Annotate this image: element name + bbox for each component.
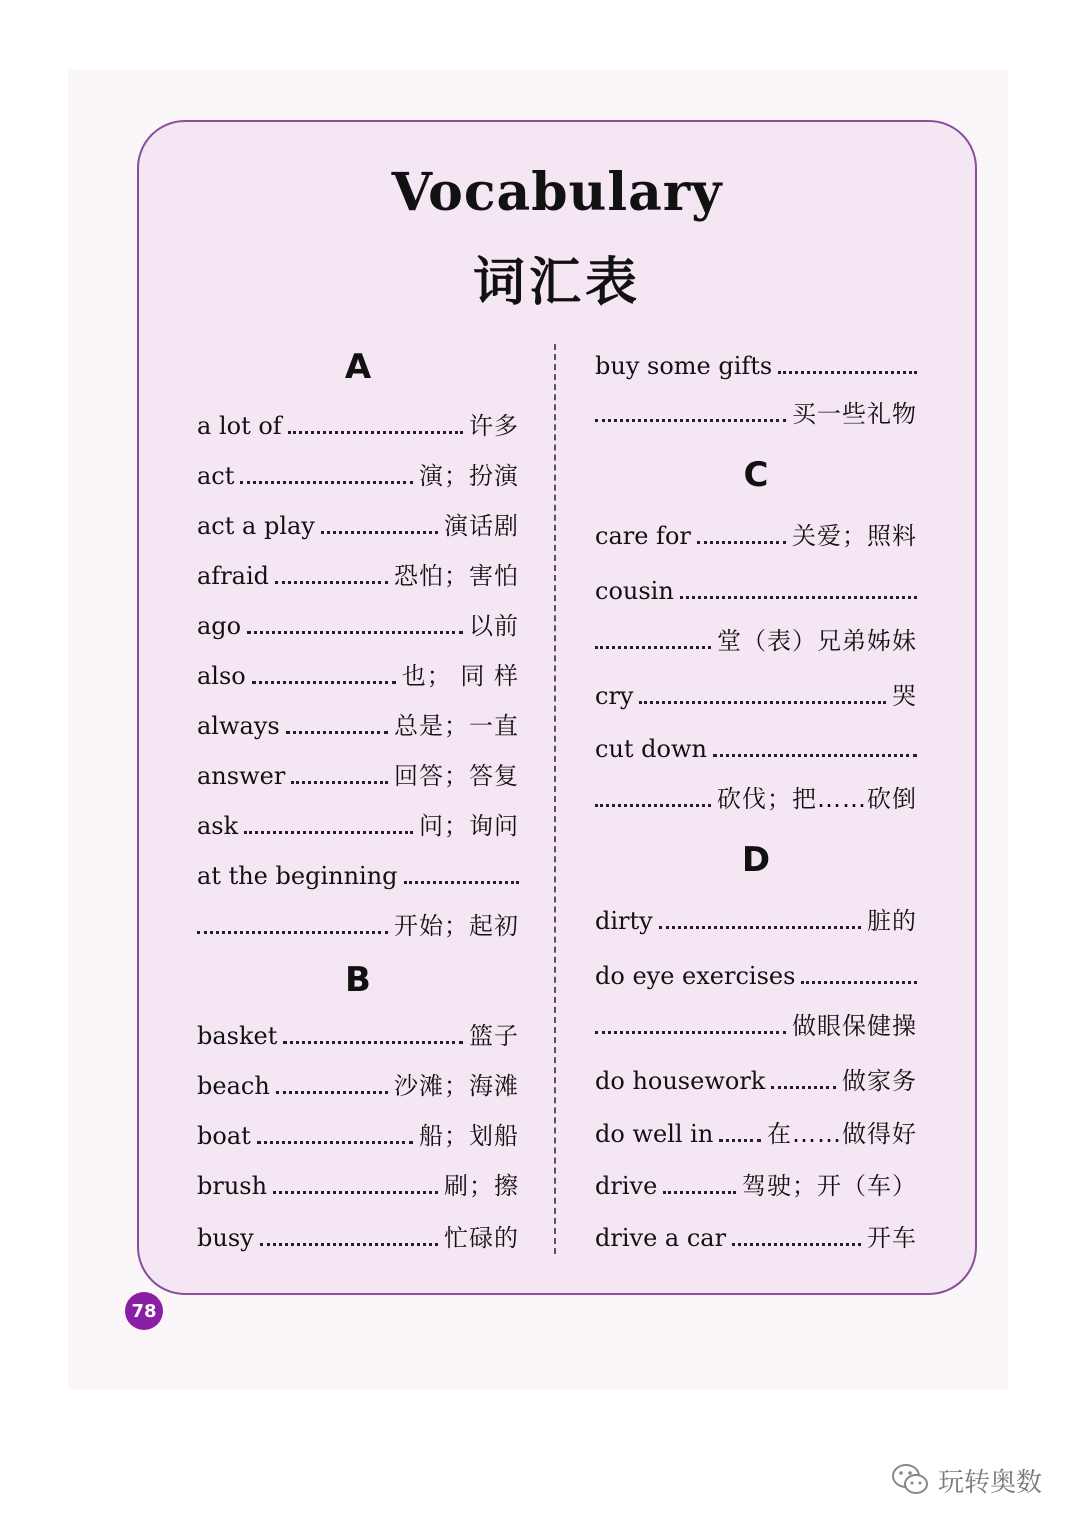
vocab-entry [595,1214,917,1254]
vocab-entry [197,1162,519,1202]
vocab-entry [197,852,519,892]
vocab-meaning: 脏的 [867,907,917,935]
dot-leader [732,1243,861,1246]
vocab-meaning: 篮子 [469,1022,519,1050]
dot-leader [719,1139,761,1142]
vocab-meaning: 堂（表）兄弟姊妹 [717,627,917,655]
dot-leader [713,754,917,757]
dot-leader [252,681,396,684]
section-letter: D [741,840,771,880]
vocab-word: drive [595,1172,658,1200]
vocab-word: cry [595,682,634,710]
dot-leader [257,1141,413,1144]
dot-leader [697,541,786,544]
dot-leader [595,1031,786,1034]
vocab-word: act a play [197,512,315,540]
vocab-meaning: 做眼保健操 [792,1012,917,1040]
dot-leader [778,371,917,374]
vocab-meaning: 关爱；照料 [792,522,917,550]
vocab-meaning: 买一些礼物 [792,400,917,428]
vocab-meaning: 许多 [469,412,519,440]
vocab-word: cousin [595,577,674,605]
vocab-meaning: 哭 [892,682,917,710]
title-english: Vocabulary [391,162,723,223]
vocab-word: always [197,712,280,740]
vocab-meaning: 沙滩；海滩 [394,1072,519,1100]
vocab-meaning: 忙碌的 [444,1224,519,1252]
vocab-meaning: 以前 [469,612,519,640]
vocab-entry [197,702,519,742]
vocab-meaning: 在……做得好 [767,1120,917,1148]
dot-leader [260,1243,438,1246]
vocab-entry [595,672,917,712]
dot-leader [197,931,388,934]
vocab-meaning: 演话剧 [444,512,519,540]
vocab-entry [595,1162,917,1202]
entry-continuation [595,390,917,430]
vocab-entry [197,1214,519,1254]
dot-leader [244,831,413,834]
dot-leader [680,596,917,599]
vocab-meaning: 开始；起初 [394,912,519,940]
entry-continuation [197,902,519,942]
dot-leader [286,731,388,734]
wechat-icon [890,1460,930,1500]
vocab-entry [595,342,917,382]
entry-continuation [595,1002,917,1042]
vocab-meaning: 做家务 [842,1067,917,1095]
vocab-meaning: 船；划船 [419,1122,519,1150]
vocab-entry [197,402,519,442]
vocab-entry [595,512,917,552]
vocab-word: afraid [197,562,270,590]
watermark [890,1458,1042,1502]
vocab-word: also [197,662,246,690]
vocab-word: at the beginning [197,862,398,890]
vocab-entry [197,802,519,842]
vocab-meaning: 回答；答复 [394,762,519,790]
dot-leader [659,926,861,929]
vocab-word: busy [197,1224,254,1252]
vocab-entry [197,552,519,592]
page-number-badge: 78 [125,1292,163,1330]
dot-leader [771,1086,836,1089]
dot-leader [321,531,438,534]
column-divider [554,344,556,1254]
vocab-entry [197,1112,519,1152]
vocab-word: do well in [595,1120,714,1148]
vocab-entry [595,952,917,992]
section-letter: A [344,347,372,387]
vocab-word: beach [197,1072,270,1100]
watermark-text: 玩转奥数 [938,1467,1043,1498]
vocab-meaning: 总是；一直 [394,712,519,740]
vocab-entry [197,752,519,792]
dot-leader [595,419,786,422]
vocab-entry [595,725,917,765]
dot-leader [276,1091,388,1094]
vocab-word: dirty [595,907,653,935]
dot-leader [801,981,917,984]
vocab-meaning: 砍伐；把……砍倒 [717,785,917,813]
vocab-entry [595,1057,917,1097]
dot-leader [240,481,413,484]
vocab-word: ask [197,812,239,840]
vocab-entry [197,452,519,492]
dot-leader [283,1041,463,1044]
vocab-word: ago [197,612,242,640]
vocab-meaning: 演；扮演 [419,462,519,490]
vocab-entry [197,502,519,542]
entry-continuation [595,617,917,657]
vocab-word: act [197,462,235,490]
vocab-word: do housework [595,1067,766,1095]
vocab-meaning: 恐怕；害怕 [394,562,519,590]
vocab-entry [595,1110,917,1150]
vocab-word: answer [197,762,286,790]
vocab-meaning: 刷；擦 [444,1172,519,1200]
dot-leader [404,881,519,884]
vocab-meaning: 开车 [867,1224,917,1252]
vocab-meaning: 驾驶；开（车） [742,1172,917,1200]
vocab-entry [197,652,519,692]
vocab-word: basket [197,1022,278,1050]
vocab-word: buy some gifts [595,352,773,380]
dot-leader [247,631,463,634]
entry-continuation [595,775,917,815]
vocab-word: boat [197,1122,251,1150]
vocab-word: care for [595,522,691,550]
dot-leader [275,581,388,584]
vocab-entry [197,1012,519,1052]
dot-leader [288,431,463,434]
vocab-entry [197,602,519,642]
dot-leader [273,1191,438,1194]
vocab-word: brush [197,1172,268,1200]
title-chinese: 词汇表 [472,253,641,313]
vocabulary-card [137,120,977,1295]
dot-leader [639,701,886,704]
section-letter: C [743,455,769,495]
dot-leader [663,1191,736,1194]
dot-leader [291,781,388,784]
dot-leader [595,646,711,649]
vocab-word: drive a car [595,1224,727,1252]
vocab-meaning: 问；询问 [419,812,519,840]
vocab-entry [595,567,917,607]
section-letter: B [345,960,371,1000]
vocab-entry [197,1062,519,1102]
vocab-word: do eye exercises [595,962,796,990]
vocab-word: cut down [595,735,707,763]
vocab-entry [595,897,917,937]
vocab-word: a lot of [197,412,282,440]
vocab-meaning: 也； 同 样 [401,662,519,690]
dot-leader [595,804,711,807]
